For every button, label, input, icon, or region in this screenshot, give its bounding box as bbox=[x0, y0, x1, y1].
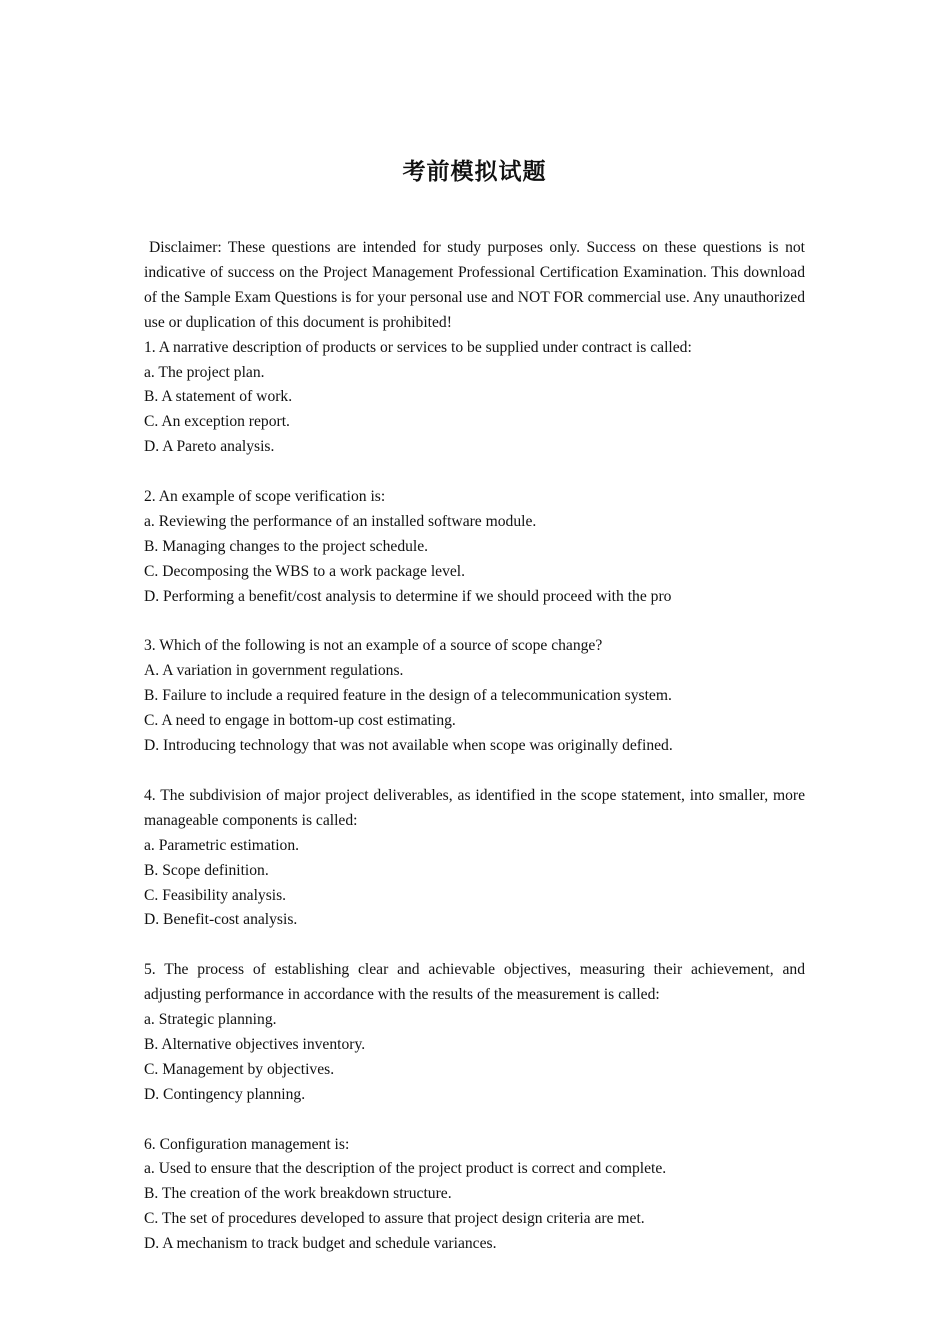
option-d: D. Introducing technology that was not available when scope was originally defined. bbox=[144, 737, 673, 755]
option-b: B. A statement of work. bbox=[144, 388, 293, 406]
option-d: D. Performing a benefit/cost analysis to determine if we should proceed with the pro bbox=[144, 587, 672, 605]
option-c: C. Management by objectives. bbox=[144, 1060, 335, 1078]
option-a: a. Used to ensure that the description of the project product is correct and complete. bbox=[144, 1160, 667, 1178]
option-b: B. Scope definition. bbox=[144, 861, 269, 879]
option-b: B. The creation of the work breakdown structure. bbox=[144, 1185, 452, 1203]
question-text: 4. The subdivision of major project deliverables, as identified in the scope statement, into smaller, more manageable components is called: bbox=[144, 786, 805, 829]
question-5 bbox=[144, 958, 805, 1107]
spacer bbox=[144, 1108, 805, 1133]
option-c: C. An exception report. bbox=[144, 413, 290, 431]
spacer bbox=[144, 460, 805, 485]
option-c: C. Decomposing the WBS to a work package level. bbox=[144, 562, 466, 580]
option-a: a. Reviewing the performance of an installed software module. bbox=[144, 512, 537, 530]
page-title: 考前模拟试题 bbox=[402, 159, 547, 185]
option-a: a. The project plan. bbox=[144, 363, 265, 381]
option-d: D. A mechanism to track budget and schedule variances. bbox=[144, 1235, 497, 1253]
question-text: 1. A narrative description of products or services to be supplied under contract is called: bbox=[144, 338, 692, 356]
question-6 bbox=[144, 1133, 805, 1258]
option-d: D. A Pareto analysis. bbox=[144, 438, 275, 456]
option-b: B. Failure to include a required feature in the design of a telecommunication system. bbox=[144, 687, 672, 705]
option-b: B. Alternative objectives inventory. bbox=[144, 1035, 366, 1053]
document-body bbox=[144, 236, 805, 1257]
question-4 bbox=[144, 784, 805, 933]
spacer bbox=[144, 610, 805, 635]
question-2 bbox=[144, 485, 805, 610]
option-b: B. Managing changes to the project schedule. bbox=[144, 537, 429, 555]
spacer bbox=[144, 933, 805, 958]
option-a: a. Parametric estimation. bbox=[144, 836, 300, 854]
question-text: 3. Which of the following is not an example of a source of scope change? bbox=[144, 637, 603, 655]
option-c: C. A need to engage in bottom-up cost estimating. bbox=[144, 712, 456, 730]
option-a: A. A variation in government regulations. bbox=[144, 662, 404, 680]
option-d: D. Contingency planning. bbox=[144, 1085, 306, 1103]
question-1 bbox=[144, 336, 805, 461]
disclaimer-paragraph: Disclaimer: These questions are intended for study purposes only. Success on these questions is not indicative of success on the Project Management Professional Certification Examination. This download of the Sample Exam Questions is for your personal use and NOT FOR commercial use. Any unauthorized use or duplication of this document is prohibited! bbox=[144, 239, 806, 331]
question-text: 6. Configuration management is: bbox=[144, 1135, 350, 1153]
option-c: C. The set of procedures developed to assure that project design criteria are met. bbox=[144, 1210, 645, 1228]
question-text: 5. The process of establishing clear and achievable objectives, measuring their achievement, and adjusting performance in accordance with the results of the measurement is called: bbox=[144, 961, 805, 1004]
spacer bbox=[144, 759, 805, 784]
option-c: C. Feasibility analysis. bbox=[144, 886, 287, 904]
question-3 bbox=[144, 634, 805, 759]
option-a: a. Strategic planning. bbox=[144, 1011, 277, 1029]
option-d: D. Benefit-cost analysis. bbox=[144, 911, 298, 929]
question-text: 2. An example of scope verification is: bbox=[144, 488, 386, 506]
